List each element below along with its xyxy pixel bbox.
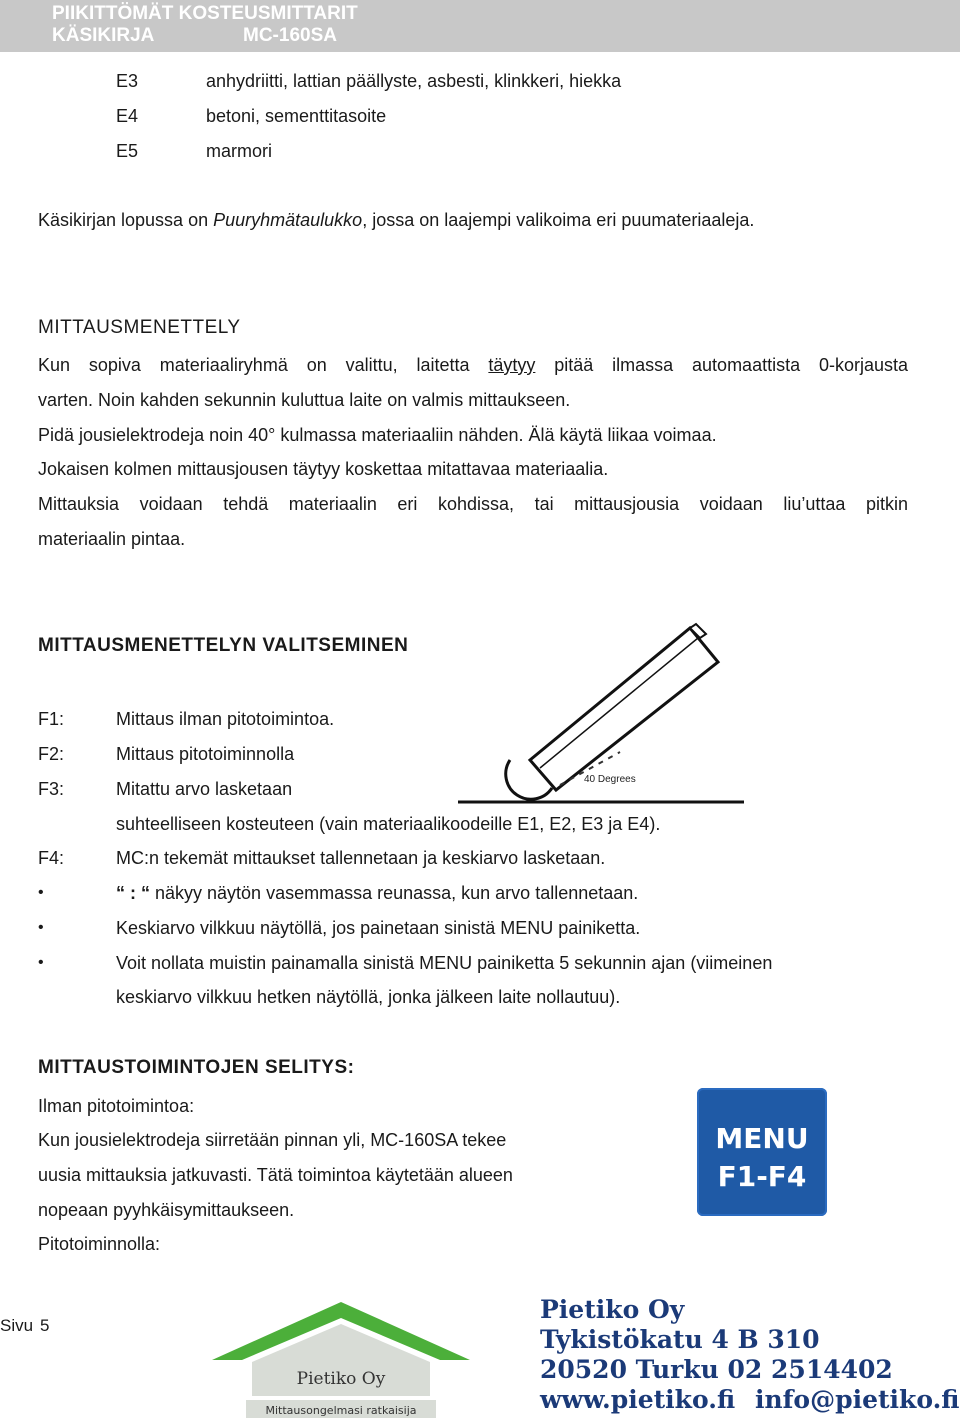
text-span: pitää ilmassa automaattista 0-korjausta xyxy=(535,355,909,375)
f-text: Mitattu arvo lasketaan xyxy=(116,779,293,799)
company-city-phone: 20520 Turku 02 2514402 xyxy=(540,1355,893,1384)
colon-symbol: “ : “ xyxy=(116,883,150,903)
paragraph-line xyxy=(38,348,908,382)
intro-italic: Puuryhmätaulukko xyxy=(213,210,363,230)
section-heading-valitseminen: MITTAUSMENETTELYN VALITSEMINEN xyxy=(38,635,409,656)
f-label: F2: xyxy=(38,744,65,764)
probe-edge xyxy=(540,638,698,768)
menu-button-illustration xyxy=(697,1088,827,1216)
bullet-text: Keskiarvo vilkkuu näytöllä, jos painetaan sinistä MENU painiketta. xyxy=(116,918,641,938)
f-label: F1: xyxy=(38,709,65,729)
f-text: Mittaus pitotoiminnolla xyxy=(116,744,295,764)
paragraph-line: Jokaisen kolmen mittausjousen täytyy koskettaa mitattavaa materiaalia. xyxy=(38,459,609,479)
paragraph-line: Kun jousielektrodeja siirretään pinnan yli, MC-160SA tekee xyxy=(38,1130,507,1150)
header-manual: KÄSIKIRJA xyxy=(52,25,155,46)
angle-label: 40 Degrees xyxy=(584,774,636,785)
bullet: • xyxy=(38,954,44,971)
bullet-text-cont: keskiarvo vilkkuu hetken näytöllä, jonka jälkeen laite nollautuu). xyxy=(116,987,621,1007)
paragraph-line: nopeaan pyyhkäisymittaukseen. xyxy=(38,1200,295,1220)
text-span: Kun sopiva materiaaliryhmä on valittu, laitetta xyxy=(38,355,489,375)
paragraph-line: Pidä jousielektrodeja noin 40° kulmassa materiaaliin nähden. Älä käytä liikaa voimaa. xyxy=(38,425,717,445)
intro-paragraph xyxy=(38,203,754,237)
bullet-text xyxy=(116,883,638,904)
menu-label: MENU xyxy=(715,1122,809,1155)
section-heading-mittausmenettely: MITTAUSMENETTELY xyxy=(38,317,241,338)
bullet: • xyxy=(38,919,44,936)
intro-text: Käsikirjan lopussa on xyxy=(38,210,214,230)
company-logo xyxy=(212,1300,470,1420)
company-email[interactable]: info@pietiko.fi xyxy=(755,1385,960,1414)
code-text: marmori xyxy=(206,141,272,161)
f-text: MC:n tekemät mittaukset tallennetaan ja keskiarvo lasketaan. xyxy=(116,848,606,868)
code-label: E5 xyxy=(116,141,139,161)
electrode-angle-illustration xyxy=(450,620,750,810)
company-street: Tykistökatu 4 B 310 xyxy=(540,1325,820,1354)
f-text: Mittaus ilman pitotoimintoa. xyxy=(116,709,335,729)
company-name: Pietiko Oy xyxy=(540,1295,685,1324)
code-text: anhydriitti, lattian päällyste, asbesti, klinkkeri, hiekka xyxy=(206,71,622,91)
subheading: Ilman pitotoimintoa: xyxy=(38,1096,195,1116)
page-header xyxy=(0,0,960,52)
company-web[interactable]: www.pietiko.fi xyxy=(540,1385,736,1414)
f3-continuation: suhteelliseen kosteuteen (vain materiaalikoodeille E1, E2, E3 ja E4). xyxy=(116,814,661,834)
header-model: MC-160SA xyxy=(243,25,337,46)
f-label: F4: xyxy=(38,848,65,868)
logo-tagline: Mittausongelmasi ratkaisija xyxy=(265,1404,417,1417)
bullet-text-span: näkyy näytön vasemmassa reunassa, kun arvo tallennetaan. xyxy=(150,883,639,903)
bullet: • xyxy=(38,884,44,901)
page-label: Sivu xyxy=(0,1316,34,1335)
f-label: F3: xyxy=(38,779,65,799)
paragraph-line: uusia mittauksia jatkuvasti. Tätä toimintoa käytetään alueen xyxy=(38,1165,513,1185)
code-label: E3 xyxy=(116,71,139,91)
logo-name: Pietiko Oy xyxy=(296,1369,386,1389)
heading-mask xyxy=(450,620,462,680)
underlined-word: täytyy xyxy=(488,355,536,375)
subheading: Pitotoiminnolla: xyxy=(38,1234,161,1254)
section-heading-selitys: MITTAUSTOIMINTOJEN SELITYS: xyxy=(38,1057,355,1078)
paragraph-line: materiaalin pintaa. xyxy=(38,529,186,549)
paragraph-line: Mittauksia voidaan tehdä materiaalin eri kohdissa, tai mittausjousia voidaan liu’uttaa pitkin xyxy=(38,494,908,514)
menu-label-f: F1-F4 xyxy=(717,1160,807,1193)
code-text: betoni, sementtitasoite xyxy=(206,106,387,126)
code-label: E4 xyxy=(116,106,139,126)
bullet-text: Voit nollata muistin painamalla sinistä MENU painiketta 5 sekunnin ajan (viimeinen xyxy=(116,953,773,973)
probe-body xyxy=(530,628,718,790)
paragraph-line: varten. Noin kahden sekunnin kuluttua laite on valmis mittaukseen. xyxy=(38,390,571,410)
intro-text-end: , jossa on laajempi valikoima eri puumateriaaleja. xyxy=(362,210,755,230)
page-number: 5 xyxy=(40,1316,50,1335)
header-title: PIIKITTÖMÄT KOSTEUSMITTARIT xyxy=(52,3,358,24)
